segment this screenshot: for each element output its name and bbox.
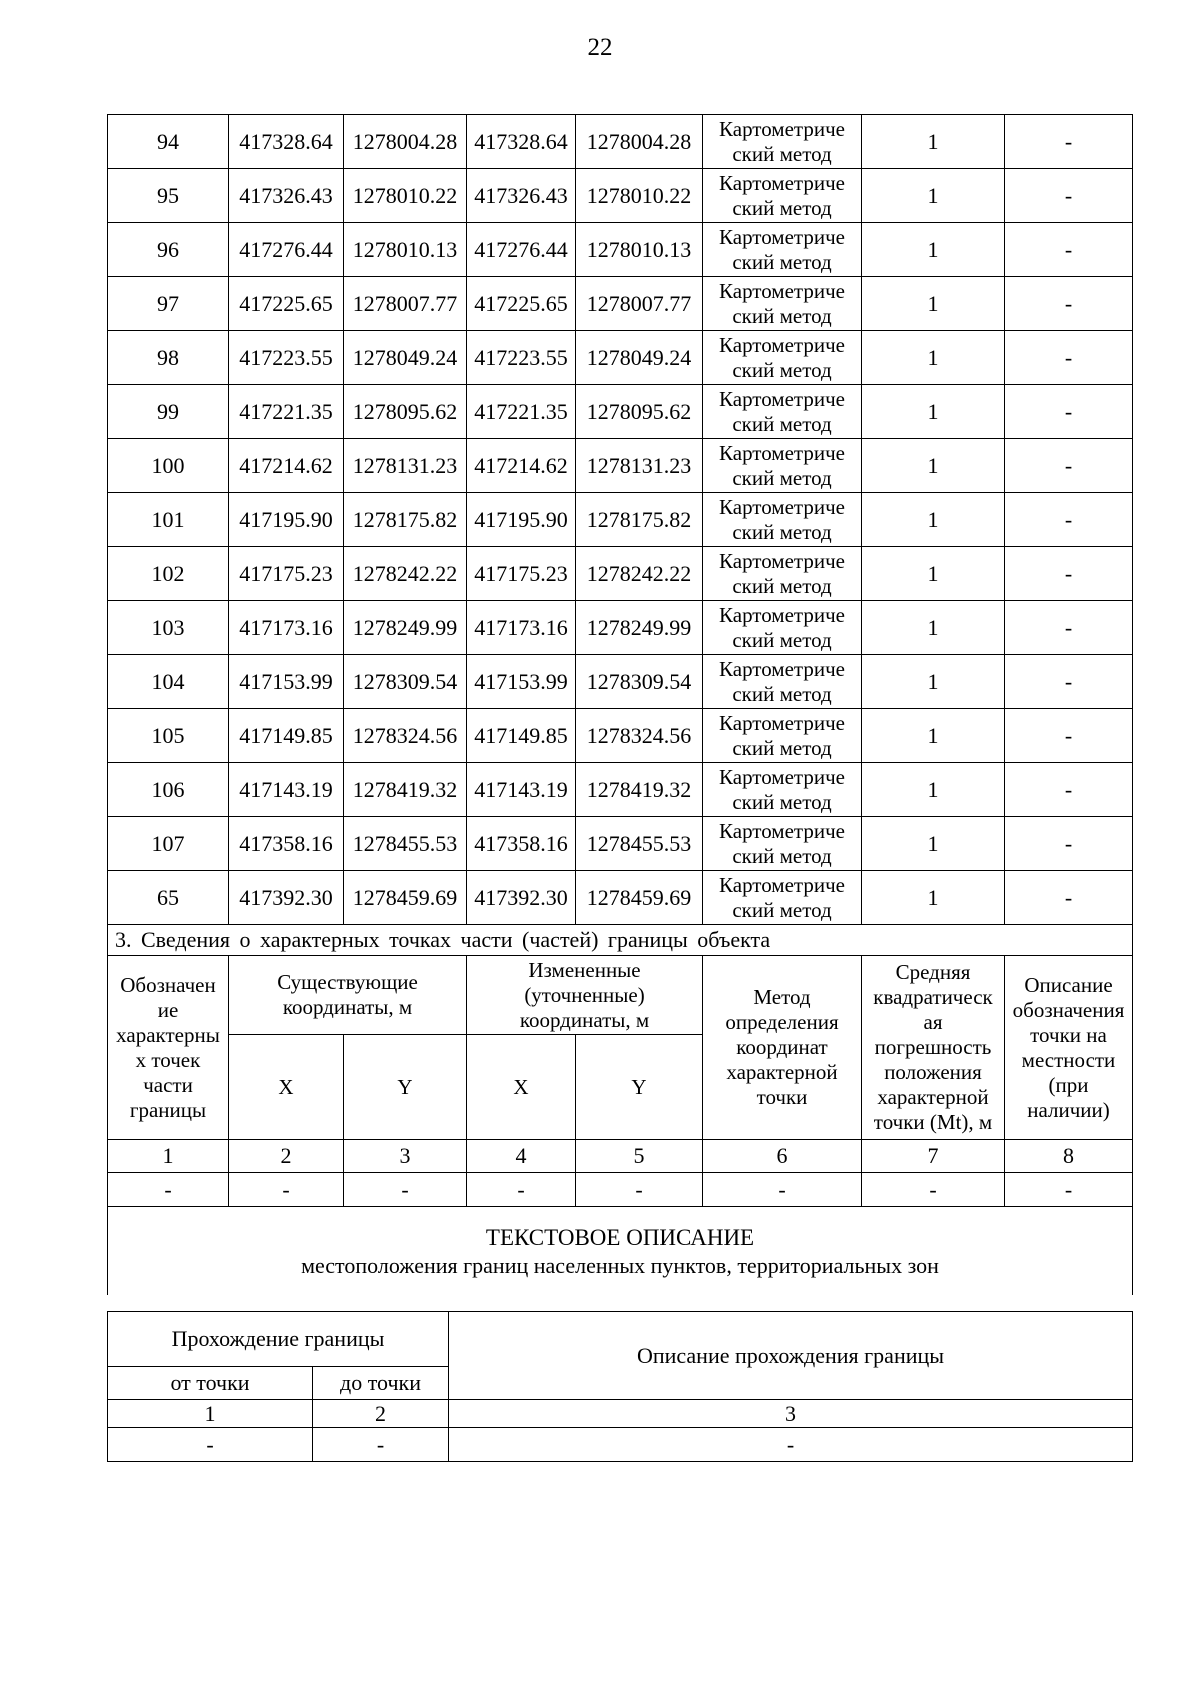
empty-cell: - (313, 1428, 449, 1462)
description-cell: - (1005, 115, 1133, 169)
method-line: Картометриче (719, 170, 845, 195)
empty-cell: - (229, 1173, 344, 1207)
column-number: 3 (344, 1140, 467, 1173)
changed-x-cell: 417326.43 (467, 169, 576, 223)
point-number-cell: 105 (108, 709, 229, 763)
description-cell: - (1005, 763, 1133, 817)
table-row (108, 817, 1133, 871)
method-line: Картометриче (719, 710, 845, 735)
description-cell: - (1005, 547, 1133, 601)
method-line: ский метод (732, 519, 832, 544)
section3-title: 3. Сведения о характерных точках части (частей) границы объекта (108, 925, 1133, 956)
existing-x-cell: 417195.90 (229, 493, 344, 547)
point-number-cell: 107 (108, 817, 229, 871)
header-description: Описание обозначения точки на местности (при наличии) (1005, 956, 1133, 1140)
method-cell (703, 871, 862, 925)
method-cell (703, 601, 862, 655)
header-to-point: до точки (313, 1367, 449, 1400)
changed-y-cell: 1278309.54 (576, 655, 703, 709)
accuracy-cell: 1 (862, 169, 1005, 223)
existing-y-cell: 1278131.23 (344, 439, 467, 493)
point-number-cell: 98 (108, 331, 229, 385)
table-row (108, 763, 1133, 817)
accuracy-cell: 1 (862, 547, 1005, 601)
accuracy-cell: 1 (862, 493, 1005, 547)
changed-x-cell: 417173.16 (467, 601, 576, 655)
point-number-cell: 95 (108, 169, 229, 223)
table-row (108, 547, 1133, 601)
header-method: Метод определения координат характерной точки (703, 956, 862, 1140)
table-row (108, 115, 1133, 169)
header-x-existing: X (229, 1035, 344, 1140)
existing-x-cell: 417214.62 (229, 439, 344, 493)
existing-x-cell: 417276.44 (229, 223, 344, 277)
text-description-row (108, 1207, 1133, 1296)
method-line: ский метод (732, 843, 832, 868)
point-number-cell: 106 (108, 763, 229, 817)
method-line: ский метод (732, 897, 832, 922)
method-cell (703, 709, 862, 763)
empty-cell: - (1005, 1173, 1133, 1207)
empty-cell: - (108, 1428, 313, 1462)
changed-y-cell: 1278242.22 (576, 547, 703, 601)
changed-x-cell: 417276.44 (467, 223, 576, 277)
coordinates-table (107, 114, 1133, 1295)
method-line: ский метод (732, 735, 832, 760)
description-cell: - (1005, 385, 1133, 439)
accuracy-cell: 1 (862, 655, 1005, 709)
existing-y-cell: 1278010.22 (344, 169, 467, 223)
description-cell: - (1005, 493, 1133, 547)
table-row (108, 331, 1133, 385)
empty-cell: - (703, 1173, 862, 1207)
text-description (108, 1207, 1133, 1296)
column-number: 1 (108, 1400, 313, 1428)
changed-x-cell: 417358.16 (467, 817, 576, 871)
empty-cell: - (344, 1173, 467, 1207)
method-line: ский метод (732, 357, 832, 382)
text-description-title: ТЕКСТОВОЕ ОПИСАНИЕ (485, 1224, 755, 1250)
existing-x-cell: 417392.30 (229, 871, 344, 925)
changed-x-cell: 417225.65 (467, 277, 576, 331)
table-row (108, 169, 1133, 223)
accuracy-cell: 1 (862, 763, 1005, 817)
existing-y-cell: 1278459.69 (344, 871, 467, 925)
existing-x-cell: 417153.99 (229, 655, 344, 709)
changed-x-cell: 417175.23 (467, 547, 576, 601)
description-cell: - (1005, 709, 1133, 763)
changed-x-cell: 417221.35 (467, 385, 576, 439)
method-line: Картометриче (719, 548, 845, 573)
point-number-cell: 97 (108, 277, 229, 331)
method-line: Картометриче (719, 764, 845, 789)
changed-y-cell: 1278419.32 (576, 763, 703, 817)
table-row (108, 601, 1133, 655)
section3-title-row (108, 925, 1133, 956)
header-y-existing: Y (344, 1035, 467, 1140)
description-cell: - (1005, 331, 1133, 385)
point-number-cell: 103 (108, 601, 229, 655)
section3-column-numbers (108, 1140, 1133, 1173)
boundary-header-row (108, 1312, 1133, 1367)
method-line: ский метод (732, 411, 832, 436)
existing-y-cell: 1278175.82 (344, 493, 467, 547)
changed-x-cell: 417328.64 (467, 115, 576, 169)
method-line: Картометриче (719, 224, 845, 249)
existing-y-cell: 1278324.56 (344, 709, 467, 763)
existing-x-cell: 417223.55 (229, 331, 344, 385)
table-row (108, 871, 1133, 925)
existing-y-cell: 1278004.28 (344, 115, 467, 169)
accuracy-cell: 1 (862, 223, 1005, 277)
method-cell (703, 169, 862, 223)
table-row (108, 439, 1133, 493)
method-line: Картометриче (719, 278, 845, 303)
method-line: ский метод (732, 195, 832, 220)
method-cell (703, 385, 862, 439)
changed-y-cell: 1278459.69 (576, 871, 703, 925)
existing-x-cell: 417173.16 (229, 601, 344, 655)
existing-y-cell: 1278419.32 (344, 763, 467, 817)
changed-x-cell: 417143.19 (467, 763, 576, 817)
column-number: 4 (467, 1140, 576, 1173)
point-number-cell: 94 (108, 115, 229, 169)
column-number: 2 (229, 1140, 344, 1173)
method-line: ский метод (732, 303, 832, 328)
method-cell (703, 223, 862, 277)
accuracy-cell: 1 (862, 817, 1005, 871)
changed-x-cell: 417195.90 (467, 493, 576, 547)
changed-y-cell: 1278455.53 (576, 817, 703, 871)
method-cell (703, 331, 862, 385)
description-cell: - (1005, 169, 1133, 223)
header-y-changed: Y (576, 1035, 703, 1140)
changed-y-cell: 1278249.99 (576, 601, 703, 655)
method-cell (703, 277, 862, 331)
empty-cell: - (862, 1173, 1005, 1207)
method-line: Картометриче (719, 386, 845, 411)
column-number: 1 (108, 1140, 229, 1173)
section3-header-row (108, 956, 1133, 1035)
section3-empty-row (108, 1173, 1133, 1207)
column-number: 6 (703, 1140, 862, 1173)
description-cell: - (1005, 439, 1133, 493)
point-number-cell: 104 (108, 655, 229, 709)
method-cell (703, 493, 862, 547)
empty-cell: - (449, 1428, 1133, 1462)
existing-y-cell: 1278455.53 (344, 817, 467, 871)
header-accuracy: Средняя квадратическ ая погрешность положения характерной точки (Mt), м (862, 956, 1005, 1140)
column-number: 5 (576, 1140, 703, 1173)
method-line: ский метод (732, 249, 832, 274)
changed-y-cell: 1278131.23 (576, 439, 703, 493)
existing-x-cell: 417175.23 (229, 547, 344, 601)
point-number-cell: 100 (108, 439, 229, 493)
boundary-empty-row (108, 1428, 1133, 1462)
method-line: Картометриче (719, 602, 845, 627)
method-cell (703, 763, 862, 817)
empty-cell: - (108, 1173, 229, 1207)
empty-cell: - (576, 1173, 703, 1207)
description-cell: - (1005, 223, 1133, 277)
accuracy-cell: 1 (862, 709, 1005, 763)
method-cell (703, 547, 862, 601)
header-x-changed: X (467, 1035, 576, 1140)
accuracy-cell: 1 (862, 115, 1005, 169)
existing-y-cell: 1278095.62 (344, 385, 467, 439)
empty-cell: - (467, 1173, 576, 1207)
accuracy-cell: 1 (862, 331, 1005, 385)
accuracy-cell: 1 (862, 385, 1005, 439)
method-cell (703, 115, 862, 169)
boundary-column-numbers (108, 1400, 1133, 1428)
method-cell (703, 655, 862, 709)
table-row (108, 277, 1133, 331)
coordinates-body (108, 115, 1133, 1296)
table-row (108, 493, 1133, 547)
method-line: Картометриче (719, 494, 845, 519)
changed-x-cell: 417214.62 (467, 439, 576, 493)
header-existing-coords: Существующие координаты, м (229, 956, 467, 1035)
changed-y-cell: 1278007.77 (576, 277, 703, 331)
boundary-table (107, 1311, 1133, 1462)
changed-y-cell: 1278324.56 (576, 709, 703, 763)
changed-x-cell: 417153.99 (467, 655, 576, 709)
description-cell: - (1005, 871, 1133, 925)
accuracy-cell: 1 (862, 601, 1005, 655)
changed-y-cell: 1278010.22 (576, 169, 703, 223)
point-number-cell: 99 (108, 385, 229, 439)
existing-y-cell: 1278007.77 (344, 277, 467, 331)
description-cell: - (1005, 277, 1133, 331)
changed-y-cell: 1278004.28 (576, 115, 703, 169)
method-cell (703, 817, 862, 871)
header-changed-coords: Измененные (уточненные) координаты, м (467, 956, 703, 1035)
existing-x-cell: 417328.64 (229, 115, 344, 169)
existing-y-cell: 1278242.22 (344, 547, 467, 601)
point-number-cell: 101 (108, 493, 229, 547)
changed-y-cell: 1278049.24 (576, 331, 703, 385)
description-cell: - (1005, 601, 1133, 655)
existing-x-cell: 417326.43 (229, 169, 344, 223)
changed-y-cell: 1278095.62 (576, 385, 703, 439)
method-line: ский метод (732, 789, 832, 814)
description-cell: - (1005, 817, 1133, 871)
existing-y-cell: 1278049.24 (344, 331, 467, 385)
point-number-cell: 102 (108, 547, 229, 601)
table-row (108, 655, 1133, 709)
existing-x-cell: 417149.85 (229, 709, 344, 763)
header-from-point: от точки (108, 1367, 313, 1400)
method-line: Картометриче (719, 332, 845, 357)
changed-x-cell: 417223.55 (467, 331, 576, 385)
method-line: Картометриче (719, 872, 845, 897)
column-number: 3 (449, 1400, 1133, 1428)
point-number-cell: 96 (108, 223, 229, 277)
method-cell (703, 439, 862, 493)
method-line: Картометриче (719, 656, 845, 681)
column-number: 8 (1005, 1140, 1133, 1173)
existing-y-cell: 1278010.13 (344, 223, 467, 277)
changed-x-cell: 417392.30 (467, 871, 576, 925)
existing-y-cell: 1278309.54 (344, 655, 467, 709)
existing-x-cell: 417225.65 (229, 277, 344, 331)
existing-x-cell: 417143.19 (229, 763, 344, 817)
method-line: ский метод (732, 627, 832, 652)
existing-y-cell: 1278249.99 (344, 601, 467, 655)
page-number: 22 (587, 34, 613, 61)
table-row (108, 709, 1133, 763)
changed-y-cell: 1278010.13 (576, 223, 703, 277)
existing-x-cell: 417221.35 (229, 385, 344, 439)
changed-x-cell: 417149.85 (467, 709, 576, 763)
description-cell: - (1005, 655, 1133, 709)
method-line: ский метод (732, 141, 832, 166)
column-number: 7 (862, 1140, 1005, 1173)
text-description-subtitle: местоположения границ населенных пунктов, территориальных зон (301, 1252, 939, 1278)
method-line: Картометриче (719, 818, 845, 843)
header-boundary-description: Описание прохождения границы (449, 1312, 1133, 1400)
accuracy-cell: 1 (862, 871, 1005, 925)
existing-x-cell: 417358.16 (229, 817, 344, 871)
method-line: Картометриче (719, 116, 845, 141)
accuracy-cell: 1 (862, 439, 1005, 493)
accuracy-cell: 1 (862, 277, 1005, 331)
method-line: ский метод (732, 573, 832, 598)
table-row (108, 385, 1133, 439)
method-line: ский метод (732, 465, 832, 490)
method-line: ский метод (732, 681, 832, 706)
header-boundary-passage: Прохождение границы (108, 1312, 449, 1367)
header-point-designation: Обозначен ие характерны х точек части границы (108, 956, 229, 1140)
table-row (108, 223, 1133, 277)
column-number: 2 (313, 1400, 449, 1428)
method-line: Картометриче (719, 440, 845, 465)
changed-y-cell: 1278175.82 (576, 493, 703, 547)
point-number-cell: 65 (108, 871, 229, 925)
